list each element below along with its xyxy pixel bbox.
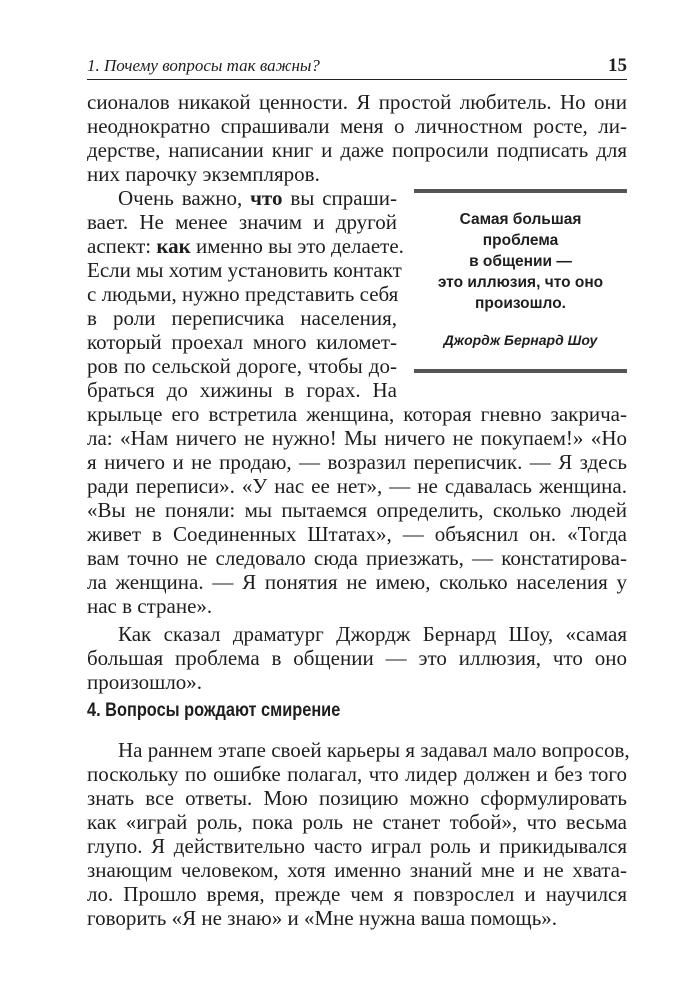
body-line: сионалов никакой ценности. Я простой любитель. Но они <box>87 90 627 114</box>
quote-line: проблема <box>482 232 559 249</box>
emphasis-word: что <box>250 186 283 210</box>
body-line: глупо. Я действительно часто играл роль и прикидывался <box>87 834 627 858</box>
body-line: браться до хижины в горах. На <box>87 378 397 402</box>
running-header <box>87 56 627 80</box>
body-line: произошло». <box>87 670 203 694</box>
body-line: Очень важно, что вы спраши- <box>118 186 397 210</box>
body-line: живет в Соединенных Штатах», — объяснил он. «Тогда <box>87 522 627 546</box>
body-line: дерстве, написании книг и даже попросили подписать для <box>87 138 627 162</box>
page-number: 15 <box>608 55 627 76</box>
quote-line: Самая большая <box>459 211 582 228</box>
body-line: Как сказал драматург Джордж Бернард Шоу, «самая <box>118 622 627 646</box>
body-line: знающим человеком, хотя именно знаний мне и не хвата- <box>87 858 627 882</box>
body-line: ради переписи». «У нас ее нет», — не сдавалась женщина. <box>87 474 627 498</box>
body-line: «Вы не поняли: мы пытаемся определить, сколько людей <box>87 498 627 522</box>
quote-bottom-rule <box>414 369 627 373</box>
body-line: в роли переписчика населения, <box>87 306 397 330</box>
body-line: ла женщина. — Я понятия не имею, сколько населения у <box>87 570 627 594</box>
quote-line: это иллюзия, что оно <box>437 274 604 291</box>
body-line: я ничего и не продаю, — возразил переписчик. — Я здесь <box>87 450 627 474</box>
body-line: говорить «Я не знаю» и «Мне нужна ваша помощь». <box>87 906 558 930</box>
header-divider <box>87 79 627 80</box>
quote-line: произошло. <box>475 295 566 312</box>
body-line: знать все ответы. Мою позицию можно сформулировать <box>87 786 627 810</box>
body-line: с людьми, нужно представить себя <box>87 282 399 306</box>
body-line: них парочку экземпляров. <box>87 162 320 186</box>
body-line: аспект: как именно вы это делаете. <box>87 234 404 258</box>
body-line: большая проблема в общении — это иллюзия, что оно <box>87 646 627 670</box>
body-line: крыльце его встретила женщина, которая гневно закрича- <box>87 402 627 426</box>
body-line: нас в стране». <box>87 594 213 618</box>
body-line: который проехал много километ- <box>87 330 397 354</box>
body-line: ров по сельской дороге, чтобы до- <box>87 354 397 378</box>
body-line: На раннем этапе своей карьеры я задавал мало вопросов, <box>118 738 630 762</box>
quote-author: Джордж Бернард Шоу <box>443 332 598 348</box>
section-heading: 4. Вопросы рождают смирение <box>87 700 341 721</box>
body-line: ло. Прошло время, прежде чем я повзрослел и научился <box>87 882 627 906</box>
quote-top-rule <box>414 189 627 193</box>
body-line: вам точно не следовало сюда приезжать, — констатирова- <box>87 546 627 570</box>
body-line: вает. Не менее значим и другой <box>87 210 397 234</box>
emphasis-word: как <box>156 234 191 258</box>
chapter-title: 1. Почему вопросы так важны? <box>87 56 320 75</box>
body-line: неоднократно спрашивали меня о личностном росте, ли- <box>87 114 627 138</box>
quote-line: в общении — <box>469 253 572 270</box>
body-line: Если мы хотим установить контакт <box>87 258 402 282</box>
body-line: поскольку по ошибке полагал, что лидер должен и без того <box>87 762 627 786</box>
body-line: ла: «Нам ничего не нужно! Мы ничего не покупаем!» «Но <box>87 426 627 450</box>
body-line: как «играй роль, пока роль не станет тобой», что весьма <box>87 810 627 834</box>
